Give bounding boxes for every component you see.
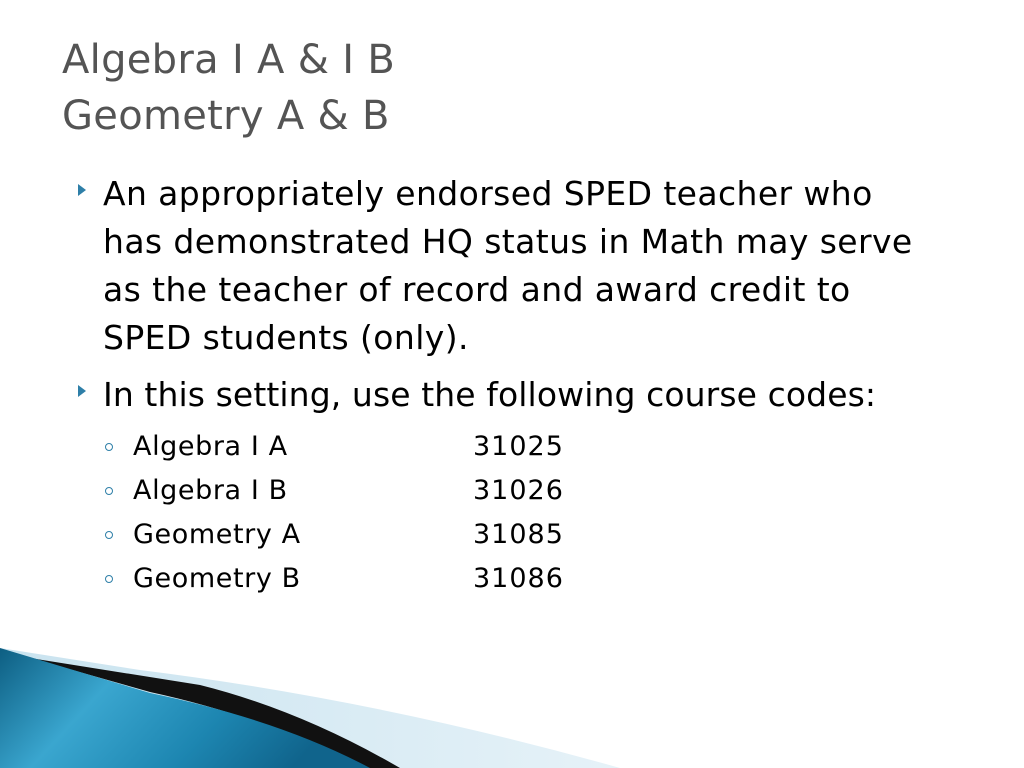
course-code: 31025 <box>473 431 564 462</box>
bullet-text: An appropriately endorsed SPED teacher who has demonstrated HQ status in Math may serve as the teacher of record and award credit to SPED students (only). <box>103 174 913 357</box>
circle-bullet-icon <box>105 443 113 451</box>
course-code-item <box>103 559 934 603</box>
course-code-item <box>103 471 934 515</box>
bullet-item <box>74 170 934 362</box>
course-name: Geometry A <box>133 519 301 550</box>
slide-title-line-2: Geometry A & B <box>62 93 390 139</box>
arrow-bullet-icon <box>78 184 86 196</box>
bullet-list <box>74 170 934 612</box>
course-code-list <box>103 427 934 603</box>
bullet-item <box>74 371 934 603</box>
arrow-bullet-icon <box>78 385 86 397</box>
course-code-item <box>103 427 934 471</box>
slide-title-line-1: Algebra I A & I B <box>62 37 396 83</box>
course-name: Algebra I A <box>133 431 288 462</box>
slide-title <box>62 32 395 144</box>
course-code-item <box>103 515 934 559</box>
course-name: Geometry B <box>133 563 301 594</box>
circle-bullet-icon <box>105 531 113 539</box>
course-code: 31026 <box>473 475 564 506</box>
circle-bullet-icon <box>105 487 113 495</box>
course-code: 31085 <box>473 519 564 550</box>
course-name: Algebra I B <box>133 475 288 506</box>
bullet-text: In this setting, use the following course codes: <box>103 375 877 414</box>
course-code: 31086 <box>473 563 564 594</box>
circle-bullet-icon <box>105 575 113 583</box>
